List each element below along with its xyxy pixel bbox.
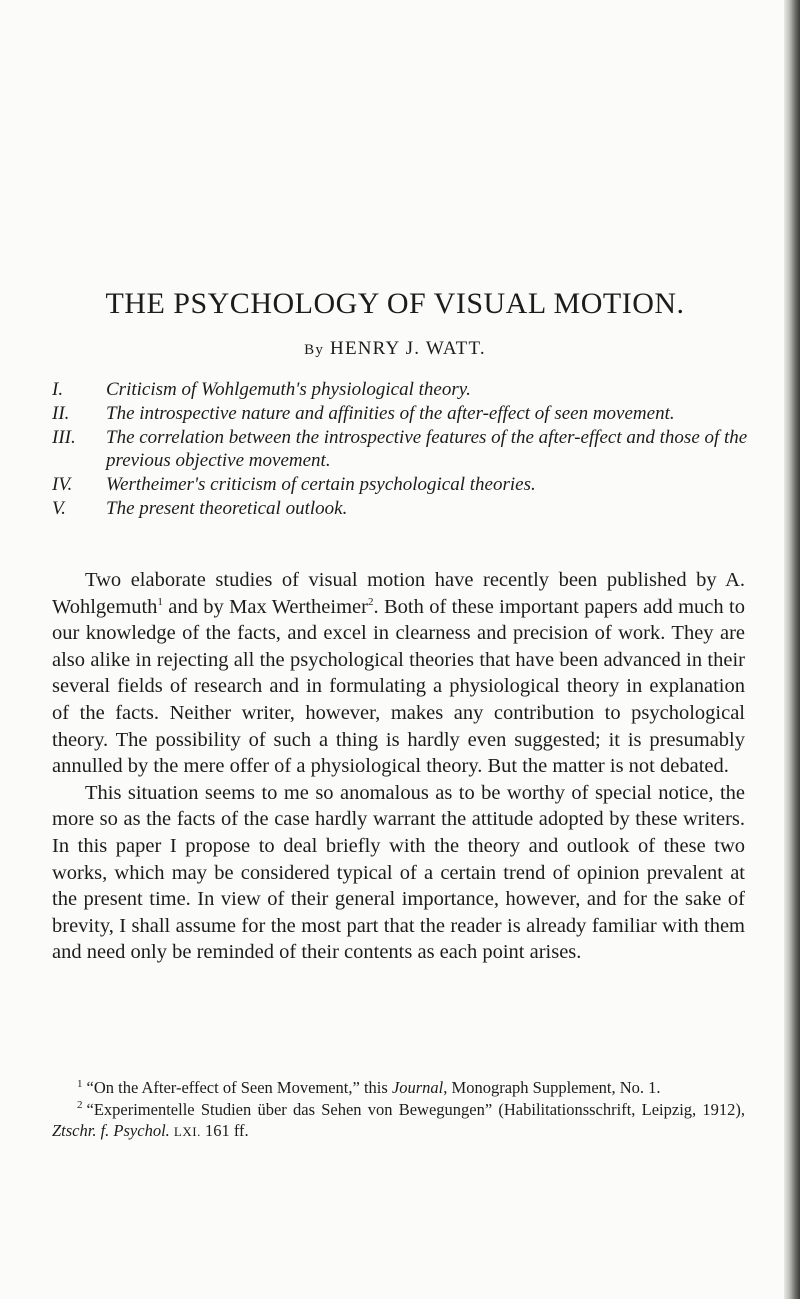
page-edge-shadow [784,0,800,1299]
paragraph: This situation seems to me so anomalous as to be worthy of special notice, the more so as the facts of the case hardly warrant the attitude adopted by these writers. In this paper I propose to deal briefly with the theory and outlook of these two works, which may be considered typical of a certain trend of opinion prevalent at the present time. In view of their general importance, however, and for the sake of brevity, I shall assume for the most part that the reader is already familiar with them and need only be reminded of their contents as each point arises. [52,781,745,964]
footnote-text: 161 ff. [200,1121,249,1140]
paragraph [52,567,745,780]
contents-item [52,378,752,401]
article-title: THE PSYCHOLOGY OF VISUAL MOTION. [105,287,685,320]
footnote-number: 2 [77,1099,83,1111]
contents-numeral: II. [52,403,70,424]
body-text [52,567,745,966]
contents-text: The introspective nature and affinities of the after-effect of seen movement. [106,403,675,424]
contents-item [52,402,752,425]
footnote-volume: LXI. [173,1124,201,1139]
footnote-text: “Experimentelle Studien über das Sehen von Bewegungen” (Habilitationsschrift, Leipzig, 1912), [86,1099,745,1119]
footnote [52,1099,745,1143]
contents-text: The correlation between the introspective features of the after-effect and those of the previous objective movement. [106,427,748,471]
footnote-ref: 1 [157,595,163,608]
footnote-ref: 2 [367,595,374,608]
paragraph-text: and by Max Wertheimer [162,595,368,618]
footnote-journal: Ztschr. f. Psychol. [52,1121,170,1140]
contents-numeral: III. [52,427,76,448]
byline-prefix: By [304,342,325,358]
paragraph-text: . Both of these important papers add much to our knowledge of the facts, and excel in clearness and precision of work. They are also alike in rejecting all the psychological theories that have been advanced in their several fields of research and in formulating a physiological theory in explanation of the facts. Neither writer, however, makes any contribution to psychological theory. The possibility of such a thing is hardly even suggested; it is presumably annulled by the mere offer of a physiological theory. But the matter is not debated. [52,595,745,778]
contents-list [52,378,752,521]
contents-item [52,473,752,496]
contents-item [52,426,752,472]
contents-text: Criticism of Wohlgemuth's physiological theory. [106,379,471,400]
contents-text: Wertheimer's criticism of certain psychological theories. [106,474,536,495]
contents-numeral: IV. [52,474,73,495]
footnote [52,1077,745,1099]
contents-text: The present theoretical outlook. [106,498,348,519]
contents-numeral: I. [52,379,64,400]
contents-item [52,497,752,520]
author-name: HENRY J. WATT. [330,338,486,359]
footnotes [52,1077,745,1143]
contents-numeral: V. [52,498,66,519]
byline [0,338,790,360]
footnote-text: , Monograph Supplement, No. 1. [443,1078,661,1097]
footnote-journal: Journal [391,1078,444,1097]
paragraph-text: Two elaborate studies of visual motion have recently been published by A. Wohlgemuth [52,569,745,618]
footnote-number: 1 [77,1077,83,1090]
footnote-text: “On the After-effect of Seen Movement,” this [86,1078,392,1097]
